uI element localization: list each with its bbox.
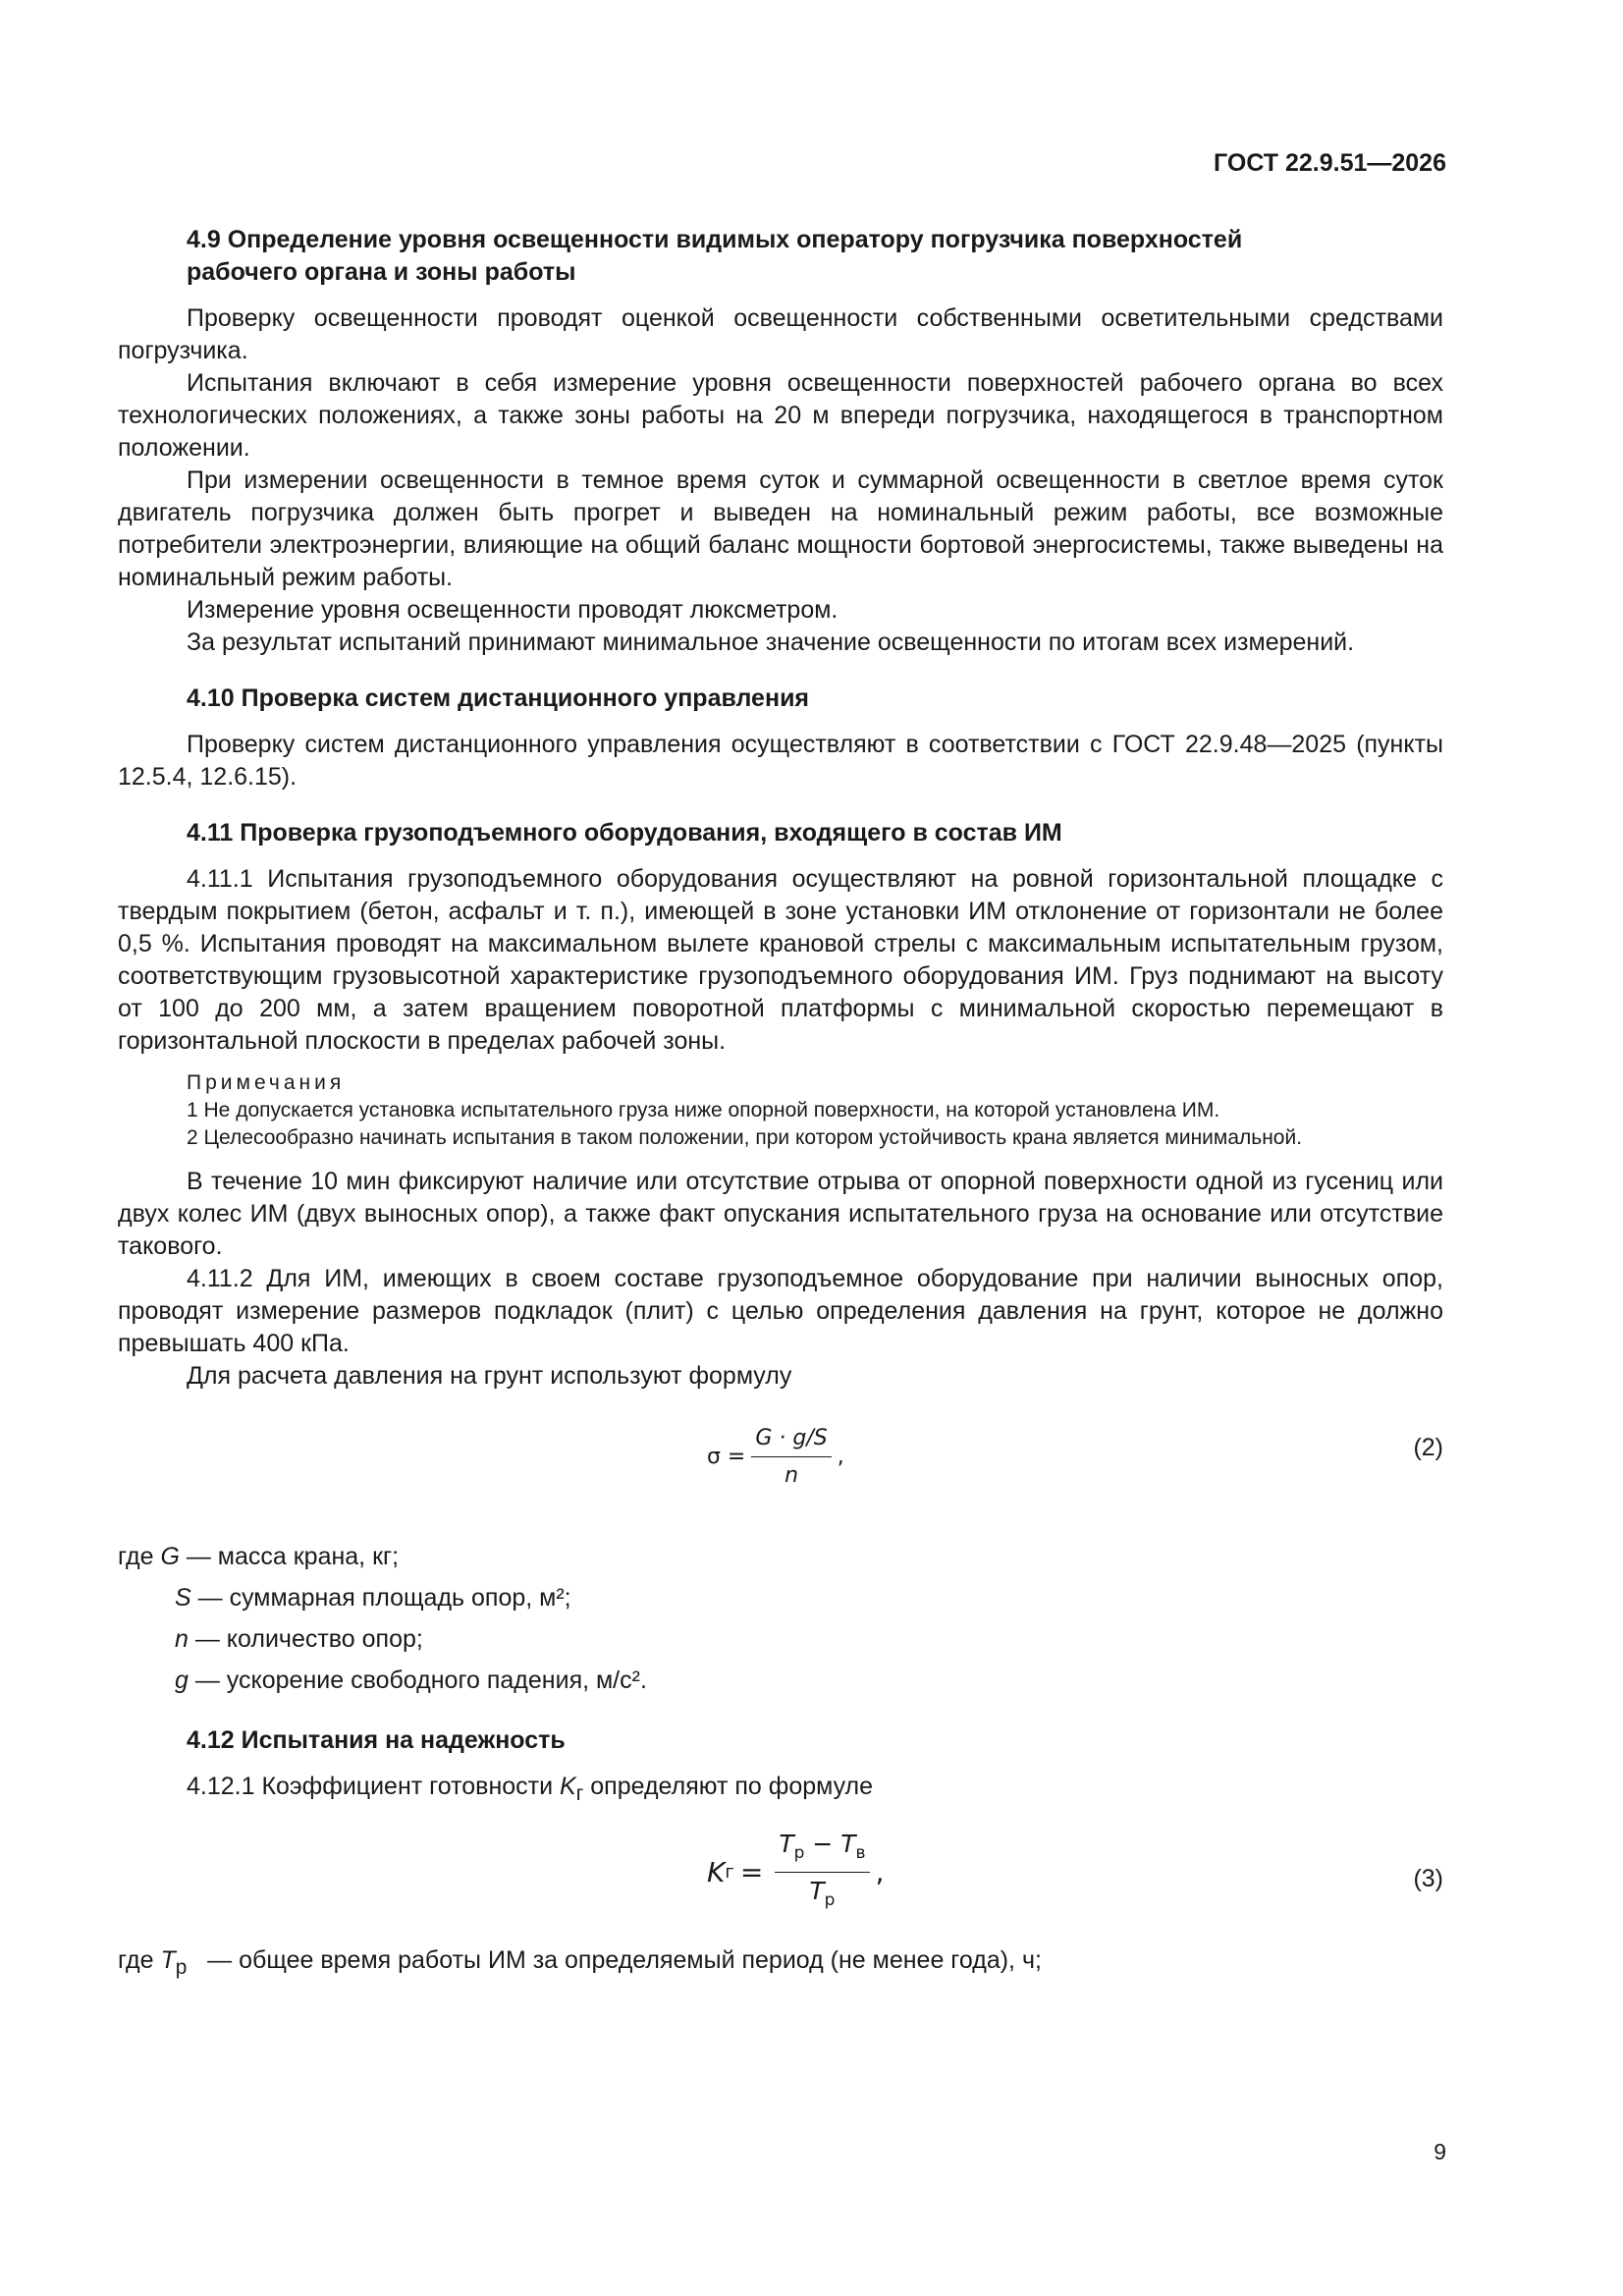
where-text: — общее время работы ИМ за определяемый период (не менее года), ч; xyxy=(207,1946,1042,1974)
formula-trail: , xyxy=(837,1445,844,1469)
symbol: T xyxy=(809,1877,825,1905)
where-item xyxy=(118,1940,1443,1981)
paragraph: В течение 10 мин фиксируют наличие или отсутствие отрыва от опорной поверхности одной из гусениц или двух колес ИМ (двух выносных опор), а также факт опускания испытательного груза на основание или отсутствие такового. xyxy=(118,1168,1443,1260)
paragraph: 4.11.1 Испытания грузоподъемного оборудования осуществляют на ровной горизонтальной площадке с твердым покрытием (бетон, асфальт и т. п.), имеющей в зоне установки ИМ отклонение от горизонтали не более 0,5 %. Испытания проводят на максимальном вылете крановой стрелы с максимальным испытательным грузом, соответствующим грузовысотной характеристике грузоподъемного оборудования ИМ. Груз поднимают на высоту от 100 до 200 мм, а затем вращением поворотной платформы с минимальной скоростью перемещают в горизонтальной плоскости в пределах рабочей зоны. xyxy=(118,865,1443,1055)
formula-3-expression xyxy=(707,1828,884,1917)
symbol: T xyxy=(840,1830,856,1858)
where-prefix: где xyxy=(118,1543,161,1570)
note-1: 1 Не допускается установка испытательного груза ниже опорной поверхности, на которой установлена ИМ. xyxy=(187,1099,1220,1121)
subscript: г xyxy=(725,1862,734,1883)
formula-trail: , xyxy=(875,1856,885,1888)
heading-4-9-line2: рабочего органа и зоны работы xyxy=(187,258,576,286)
paragraph-4-12-1 xyxy=(118,1771,1443,1810)
symbol: G xyxy=(160,1543,180,1570)
paragraph: Проверку освещенности проводят оценкой освещенности собственными осветительными средствами погрузчика. xyxy=(118,304,1443,364)
where-prefix: где xyxy=(118,1946,161,1974)
where-item xyxy=(118,1660,1443,1701)
heading-4-9 xyxy=(118,224,1443,289)
symbol: S xyxy=(175,1584,191,1612)
equals: = xyxy=(739,1856,764,1888)
formula-3 xyxy=(118,1828,1443,1936)
where-text: — ускорение свободного падения, м/с². xyxy=(188,1667,647,1694)
note-2: 2 Целесообразно начинать испытания в таком положении, при котором устойчивость крана является минимальной. xyxy=(187,1126,1303,1149)
fraction xyxy=(775,1828,869,1917)
text: определяют по формуле xyxy=(583,1773,874,1800)
paragraph: Измерение уровня освещенности проводят люксметром. xyxy=(187,596,839,624)
symbol: T xyxy=(160,1946,176,1974)
symbol: T xyxy=(779,1830,794,1858)
equation-number-3: (3) xyxy=(1413,1865,1443,1892)
formula-2-expression xyxy=(707,1422,844,1492)
paragraph: При измерении освещенности в темное время суток и суммарной освещенности в светлое время суток двигатель погрузчика должен быть прогрет и выведен на номинальный режим работы, все возможные потребители электроэнергии, влияющие на общий баланс мощности бортовой энергосистемы, также выведены на номинальный режим работы. xyxy=(118,466,1443,591)
paragraph: Испытания включают в себя измерение уровня освещенности поверхностей рабочего органа во всех технологических положениях, а также зоны работы на 20 м впереди погрузчика, находящегося в транспортном положении. xyxy=(118,369,1443,462)
paragraph: Проверку систем дистанционного управления осуществляют в соответствии с ГОСТ 22.9.48—2025 (пункты 12.5.4, 12.6.15). xyxy=(118,731,1443,791)
symbol: K xyxy=(560,1773,576,1800)
paragraph: Для расчета давления на грунт используют формулу xyxy=(187,1362,792,1390)
subscript: р xyxy=(824,1890,836,1910)
numerator xyxy=(775,1828,869,1873)
denominator: n xyxy=(784,1463,799,1488)
where-text: — масса крана, кг; xyxy=(179,1543,400,1570)
heading-4-12: 4.12 Испытания на надежность xyxy=(187,1726,566,1754)
subscript: р xyxy=(793,1843,805,1863)
formula-2 xyxy=(118,1412,1443,1530)
heading-4-11: 4.11 Проверка грузоподъемного оборудования, входящего в состав ИМ xyxy=(187,819,1062,847)
heading-4-9-line1: 4.9 Определение уровня освещенности видимых оператору погрузчика поверхностей xyxy=(187,226,1243,253)
subscript: в xyxy=(855,1843,866,1863)
where-list xyxy=(118,1536,1443,1701)
subscript: р xyxy=(175,1956,188,1979)
text: 4.12.1 Коэффициент готовности xyxy=(187,1773,561,1800)
fraction xyxy=(751,1422,831,1492)
numerator: G · g/S xyxy=(751,1422,831,1457)
equation-number-2: (2) xyxy=(1413,1434,1443,1461)
document-code: ГОСТ 22.9.51—2026 xyxy=(1214,149,1446,177)
page-body xyxy=(118,224,1443,1981)
subscript: г xyxy=(575,1782,584,1805)
where-text: — суммарная площадь опор, м²; xyxy=(190,1584,571,1612)
page-number: 9 xyxy=(1434,2139,1446,2164)
where-item xyxy=(118,1618,1443,1660)
paragraph: 4.11.2 Для ИМ, имеющих в своем составе грузоподъемное оборудование при наличии выносных опор, проводят измерение размеров подкладок (плит) с целью определения давления на грунт, которое не должно превышать 400 кПа. xyxy=(118,1265,1443,1357)
denominator xyxy=(809,1873,835,1917)
symbol: K xyxy=(707,1856,726,1888)
where-item xyxy=(118,1536,1443,1577)
symbol: g xyxy=(175,1667,189,1694)
where-text: — количество опор; xyxy=(188,1625,423,1653)
heading-4-10: 4.10 Проверка систем дистанционного управления xyxy=(187,684,810,712)
notes-title: Примечания xyxy=(187,1071,346,1094)
where-item xyxy=(118,1577,1443,1618)
paragraph: За результат испытаний принимают минимальное значение освещенности по итогам всех измерений. xyxy=(187,629,1355,656)
symbol: n xyxy=(175,1625,189,1653)
formula-lhs: σ = xyxy=(707,1445,746,1469)
minus: − xyxy=(812,1830,834,1858)
